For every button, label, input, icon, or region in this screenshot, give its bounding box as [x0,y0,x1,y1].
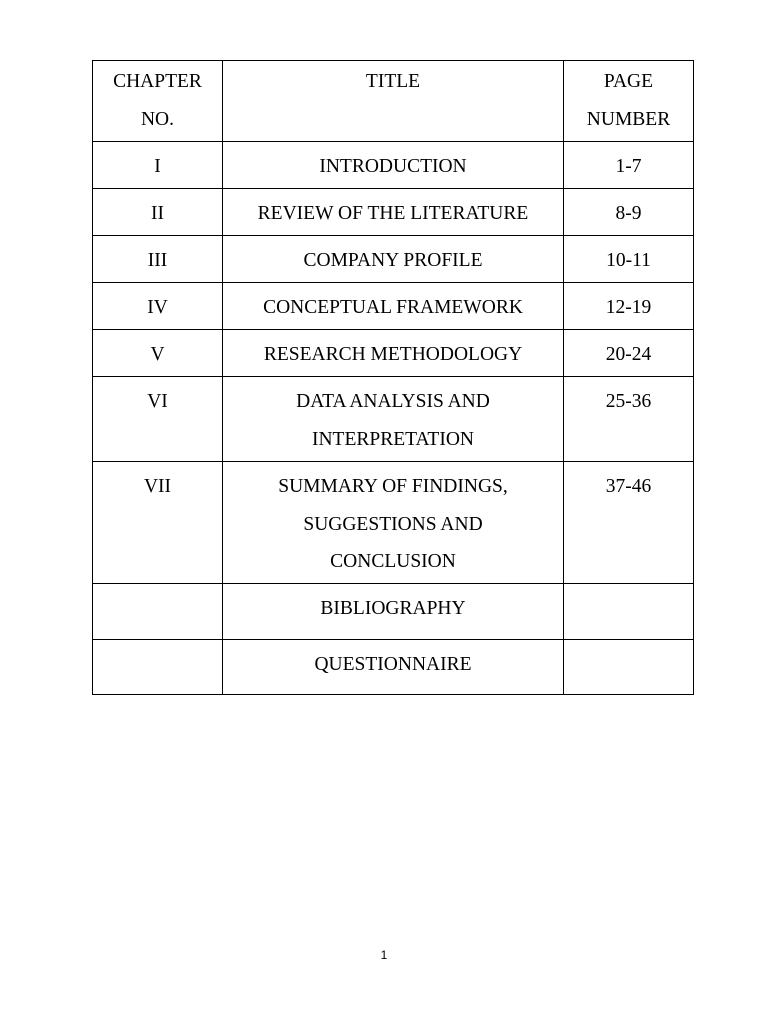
chapter-pages: 12-19 [564,283,694,330]
chapter-title: SUMMARY OF FINDINGS, SUGGESTIONS AND CONCLUSION [223,462,564,584]
table-row [93,462,694,584]
chapter-number: V [93,330,223,377]
chapter-number: IV [93,283,223,330]
header-page-number: PAGE NUMBER [564,61,694,142]
table-row [93,640,694,695]
chapter-number: I [93,142,223,189]
chapter-pages: 25-36 [564,377,694,462]
chapter-number: VII [93,462,223,584]
chapter-pages: 8-9 [564,189,694,236]
table-header-row [93,61,694,142]
table-row [93,236,694,283]
chapter-pages: 10-11 [564,236,694,283]
chapter-title: QUESTIONNAIRE [223,640,564,695]
chapter-title: BIBLIOGRAPHY [223,584,564,640]
chapter-number: III [93,236,223,283]
chapter-title: REVIEW OF THE LITERATURE [223,189,564,236]
table-row [93,330,694,377]
page-number: 1 [380,948,388,962]
header-title: TITLE [223,61,564,142]
chapter-number [93,640,223,695]
chapter-pages [564,640,694,695]
chapter-title: CONCEPTUAL FRAMEWORK [223,283,564,330]
chapter-pages: 1-7 [564,142,694,189]
chapter-pages: 20-24 [564,330,694,377]
table-row [93,189,694,236]
chapter-title: DATA ANALYSIS AND INTERPRETATION [223,377,564,462]
chapter-pages: 37-46 [564,462,694,584]
chapter-number: II [93,189,223,236]
table-of-contents [92,60,694,695]
chapter-number [93,584,223,640]
table-row [93,584,694,640]
chapter-title: INTRODUCTION [223,142,564,189]
table-row [93,283,694,330]
chapter-pages [564,584,694,640]
chapter-title: RESEARCH METHODOLOGY [223,330,564,377]
table-row [93,142,694,189]
chapter-number: VI [93,377,223,462]
header-chapter-no: CHAPTER NO. [93,61,223,142]
table-row [93,377,694,462]
chapter-title: COMPANY PROFILE [223,236,564,283]
